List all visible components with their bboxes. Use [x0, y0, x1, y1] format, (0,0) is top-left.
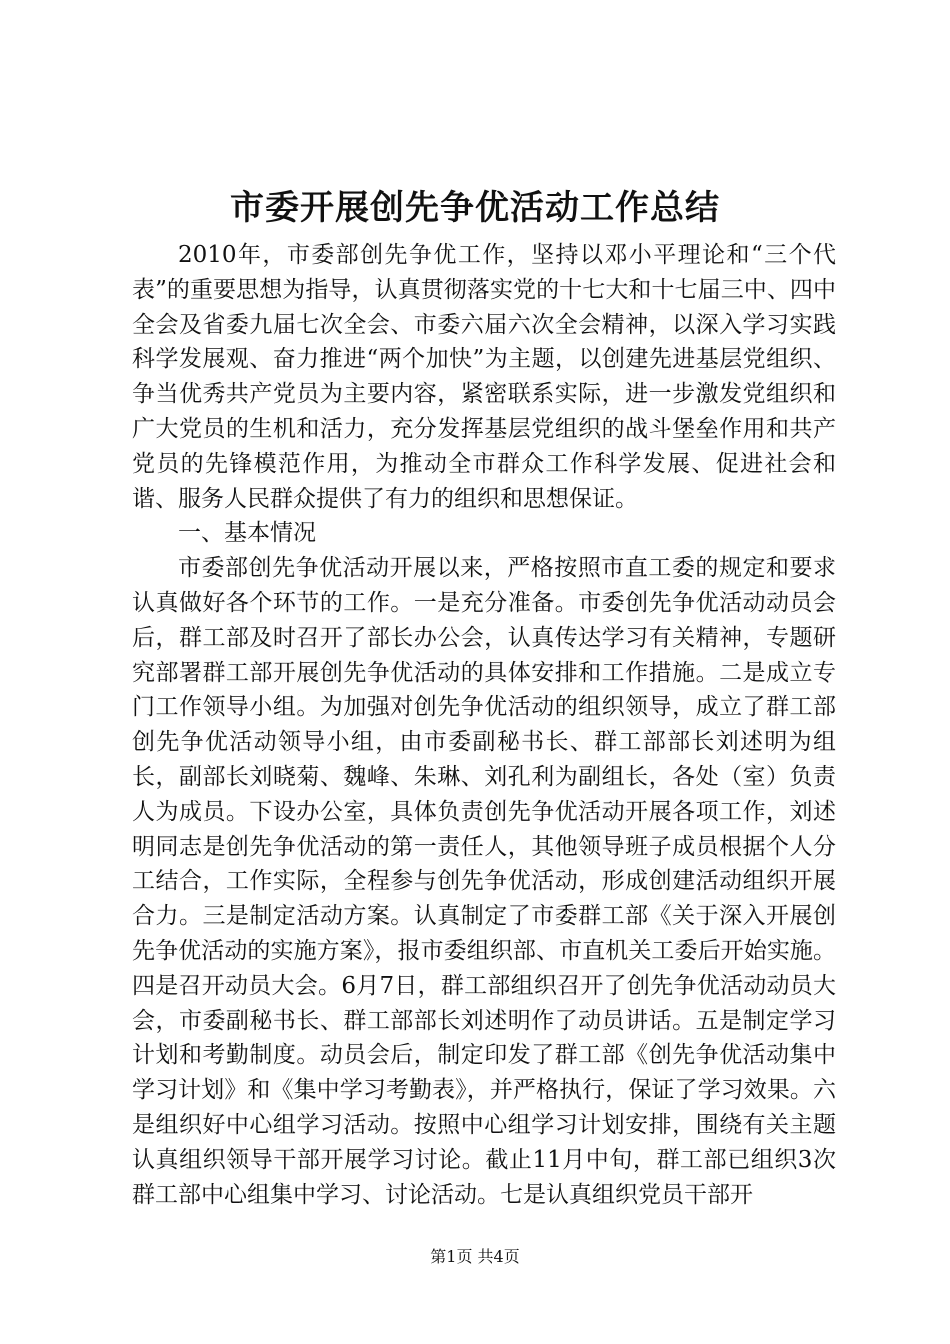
page-footer: 第1页 共4页 — [430, 1247, 520, 1266]
document-body — [132, 238, 836, 1212]
intro-paragraph: 2010年，市委部创先争优工作，坚持以邓小平理论和“三个代表”的重要思想为指导，认真贯彻落实党的十七大和十七届三中、四中全会及省委九届七次全会、市委六届六次全会精神，以深入学习实践科学发展观、奋力推进“两个加快”为主题，以创建先进基层党组织、争当优秀共产党员为主要内容，紧密联系实际，进一步激发党组织和广大党员的生机和活力，充分发挥基层党组织的战斗堡垒作用和共产党员的先锋模范作用，为推动全市群众工作科学发展、促进社会和谐、服务人民群众提供了有力的组织和思想保证。 — [132, 242, 836, 512]
section-heading-basic-situation: 一、基本情况 — [178, 520, 316, 547]
basic-situation-paragraph: 市委部创先争优活动开展以来，严格按照市直工委的规定和要求认真做好各个环节的工作。一是充分准备。市委创先争优活动动员会后，群工部及时召开了部长办公会，认真传达学习有关精神，专题研究部署群工部开展创先争优活动的具体安排和工作措施。二是成立专门工作领导小组。为加强对创先争优活动的组织领导，成立了群工部创先争优活动领导小组，由市委副秘书长、群工部部长刘述明为组长，副部长刘晓菊、魏峰、朱琳、刘孔利为副组长，各处（室）负责人为成员。下设办公室，具体负责创先争优活动开展各项工作，刘述明同志是创先争优活动的第一责任人，其他领导班子成员根据个人分工结合，工作实际，全程参与创先争优活动，形成创建活动组织开展合力。三是制定活动方案。认真制定了市委群工部《关于深入开展创先争优活动的实施方案》，报市委组织部、市直机关工委后开始实施。四是召开动员大会。6月7日，群工部组织召开了创先争优活动动员大会，市委副秘书长、群工部部长刘述明作了动员讲话。五是制定学习计划和考勤制度。动员会后，制定印发了群工部《创先争优活动集中学习计划》和《集中学习考勤表》，并严格执行，保证了学习效果。六是组织好中心组学习活动。按照中心组学习计划安排，围绕有关主题认真组织领导干部开展学习讨论。截止11月中旬，群工部已组织3次群工部中心组集中学习、讨论活动。七是认真组织党员干部开 — [132, 555, 836, 1208]
document-title: 市委开展创先争优活动工作总结 — [230, 188, 720, 228]
